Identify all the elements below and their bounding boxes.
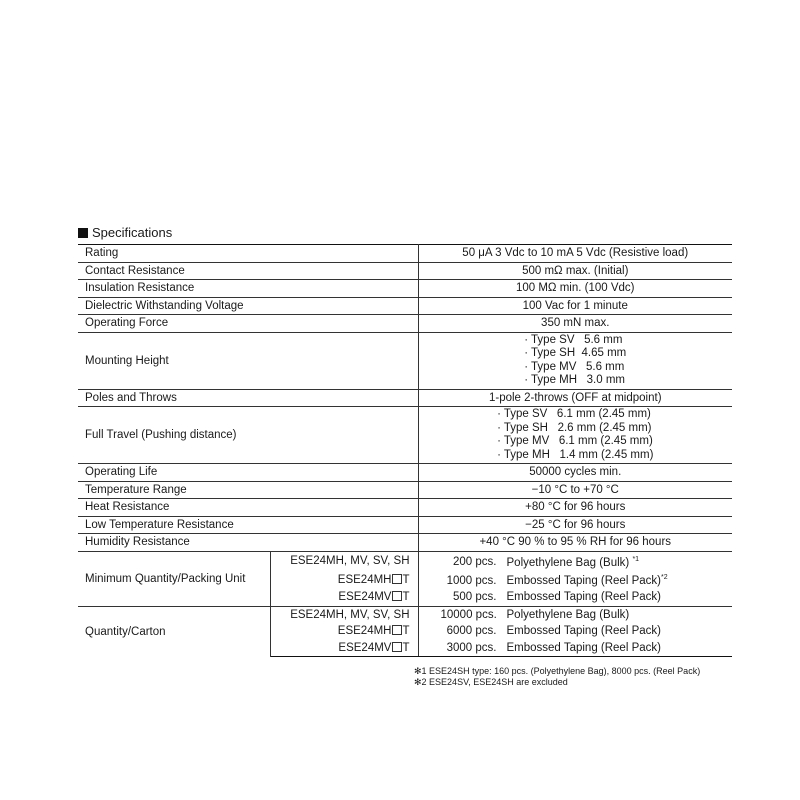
- row-value: +40 °C 90 % to 95 % RH for 96 hours: [418, 534, 732, 552]
- row-value: [418, 332, 732, 389]
- list-item: · Type MH 1.4 mm (2.45 mm): [497, 448, 654, 461]
- footnote-ref: *1: [632, 555, 640, 563]
- table-row: [78, 332, 732, 389]
- model-suffix: T: [402, 573, 410, 586]
- row-label: Humidity Resistance: [78, 534, 418, 552]
- row-label: Operating Life: [78, 464, 418, 482]
- quantity: 1000 pcs.: [446, 575, 497, 588]
- list-item: · Type MH 3.0 mm: [524, 374, 625, 386]
- row-value: 100 Vac for 1 minute: [418, 297, 732, 315]
- footnote-ref: *2: [660, 574, 668, 582]
- model-suffix: T: [402, 641, 410, 654]
- row-value: 500 mΩ max. (Initial): [418, 262, 732, 280]
- table-row: [78, 481, 732, 499]
- blank-box-icon: [392, 642, 402, 652]
- row-value: +80 °C for 96 hours: [418, 499, 732, 517]
- quantity: 10000 pcs.: [440, 608, 497, 621]
- model-cell: [270, 570, 418, 589]
- row-label: Insulation Resistance: [78, 280, 418, 298]
- table-row: [78, 407, 732, 464]
- row-value: [418, 407, 732, 464]
- row-label: Minimum Quantity/Packing Unit: [78, 551, 270, 606]
- table-row: [78, 464, 732, 482]
- model-cell: ESE24MH, MV, SV, SH: [270, 606, 418, 623]
- blank-box-icon: [392, 591, 402, 601]
- table-row: [78, 499, 732, 517]
- row-value: 50000 cycles min.: [418, 464, 732, 482]
- row-label: Temperature Range: [78, 481, 418, 499]
- row-value: 1-pole 2-throws (OFF at midpoint): [418, 389, 732, 407]
- row-label: Full Travel (Pushing distance): [78, 407, 418, 464]
- package-type: Polyethylene Bag (Bulk): [506, 556, 630, 569]
- table-row: [78, 315, 732, 333]
- quantity: 6000 pcs.: [446, 625, 497, 638]
- row-value: [418, 551, 732, 570]
- row-label: Dielectric Withstanding Voltage: [78, 297, 418, 315]
- row-label: Mounting Height: [78, 332, 418, 389]
- table-row: [78, 262, 732, 280]
- model-code: ESE24MV: [338, 591, 392, 604]
- heading-text: Specifications: [92, 225, 173, 240]
- package-type: Embossed Taping (Reel Pack): [506, 625, 661, 638]
- row-value: −25 °C for 96 hours: [418, 516, 732, 534]
- row-value: [418, 606, 732, 623]
- row-value: [418, 589, 732, 606]
- list-item: · Type MV 6.1 mm (2.45 mm): [497, 435, 653, 447]
- model-cell: ESE24MH, MV, SV, SH: [270, 551, 418, 570]
- table-row: [78, 606, 732, 623]
- package-type: Embossed Taping (Reel Pack): [506, 575, 661, 588]
- footnote: ✻2 ESE24SV, ESE24SH are excluded: [414, 676, 568, 687]
- table-row: [78, 551, 732, 570]
- model-code: ESE24MH: [337, 573, 392, 586]
- blank-box-icon: [392, 625, 402, 635]
- row-value: [418, 570, 732, 589]
- row-value: 50 μA 3 Vdc to 10 mA 5 Vdc (Resistive load): [418, 245, 732, 263]
- row-label: Operating Force: [78, 315, 418, 333]
- model-suffix: T: [402, 591, 410, 604]
- table-row: [78, 297, 732, 315]
- row-label: Poles and Throws: [78, 389, 418, 407]
- section-heading: [78, 225, 172, 240]
- specifications-table: [78, 244, 732, 657]
- package-type: Polyethylene Bag (Bulk): [506, 608, 630, 621]
- table-row: [78, 389, 732, 407]
- list-item: · Type SV 5.6 mm: [524, 333, 623, 346]
- row-value: −10 °C to +70 °C: [418, 481, 732, 499]
- list-item: · Type SH 4.65 mm: [524, 347, 627, 359]
- row-value: [418, 640, 732, 657]
- model-cell: [270, 623, 418, 640]
- list-item: · Type SH 2.6 mm (2.45 mm): [497, 421, 652, 434]
- full-travel-list: [497, 407, 653, 463]
- row-value: [418, 623, 732, 640]
- footnotes: [414, 666, 700, 687]
- row-label: Contact Resistance: [78, 262, 418, 280]
- row-label: Quantity/Carton: [78, 606, 270, 657]
- table-row: [78, 280, 732, 298]
- table-row: [78, 534, 732, 552]
- row-label: Low Temperature Resistance: [78, 516, 418, 534]
- model-code: ESE24MH: [337, 625, 392, 638]
- list-item: · Type MV 5.6 mm: [524, 360, 625, 373]
- quantity: 200 pcs.: [453, 556, 497, 569]
- row-value: 350 mN max.: [418, 315, 732, 333]
- square-bullet-icon: [78, 228, 88, 238]
- package-type: Embossed Taping (Reel Pack): [506, 641, 661, 654]
- package-type: Embossed Taping (Reel Pack): [506, 591, 661, 604]
- mounting-height-list: [524, 333, 626, 389]
- quantity: 500 pcs.: [453, 591, 497, 604]
- row-label: Heat Resistance: [78, 499, 418, 517]
- model-cell: [270, 640, 418, 657]
- table-row: [78, 516, 732, 534]
- row-label: Rating: [78, 245, 418, 263]
- blank-box-icon: [392, 574, 402, 584]
- table-row: [78, 245, 732, 263]
- model-cell: [270, 589, 418, 606]
- model-code: ESE24MV: [338, 641, 392, 654]
- list-item: · Type SV 6.1 mm (2.45 mm): [497, 408, 651, 420]
- model-suffix: T: [402, 625, 410, 638]
- footnote: ✻1 ESE24SH type: 160 pcs. (Polyethylene Bag), 8000 pcs. (Reel Pack): [414, 666, 701, 676]
- quantity: 3000 pcs.: [446, 641, 497, 654]
- row-value: 100 MΩ min. (100 Vdc): [418, 280, 732, 298]
